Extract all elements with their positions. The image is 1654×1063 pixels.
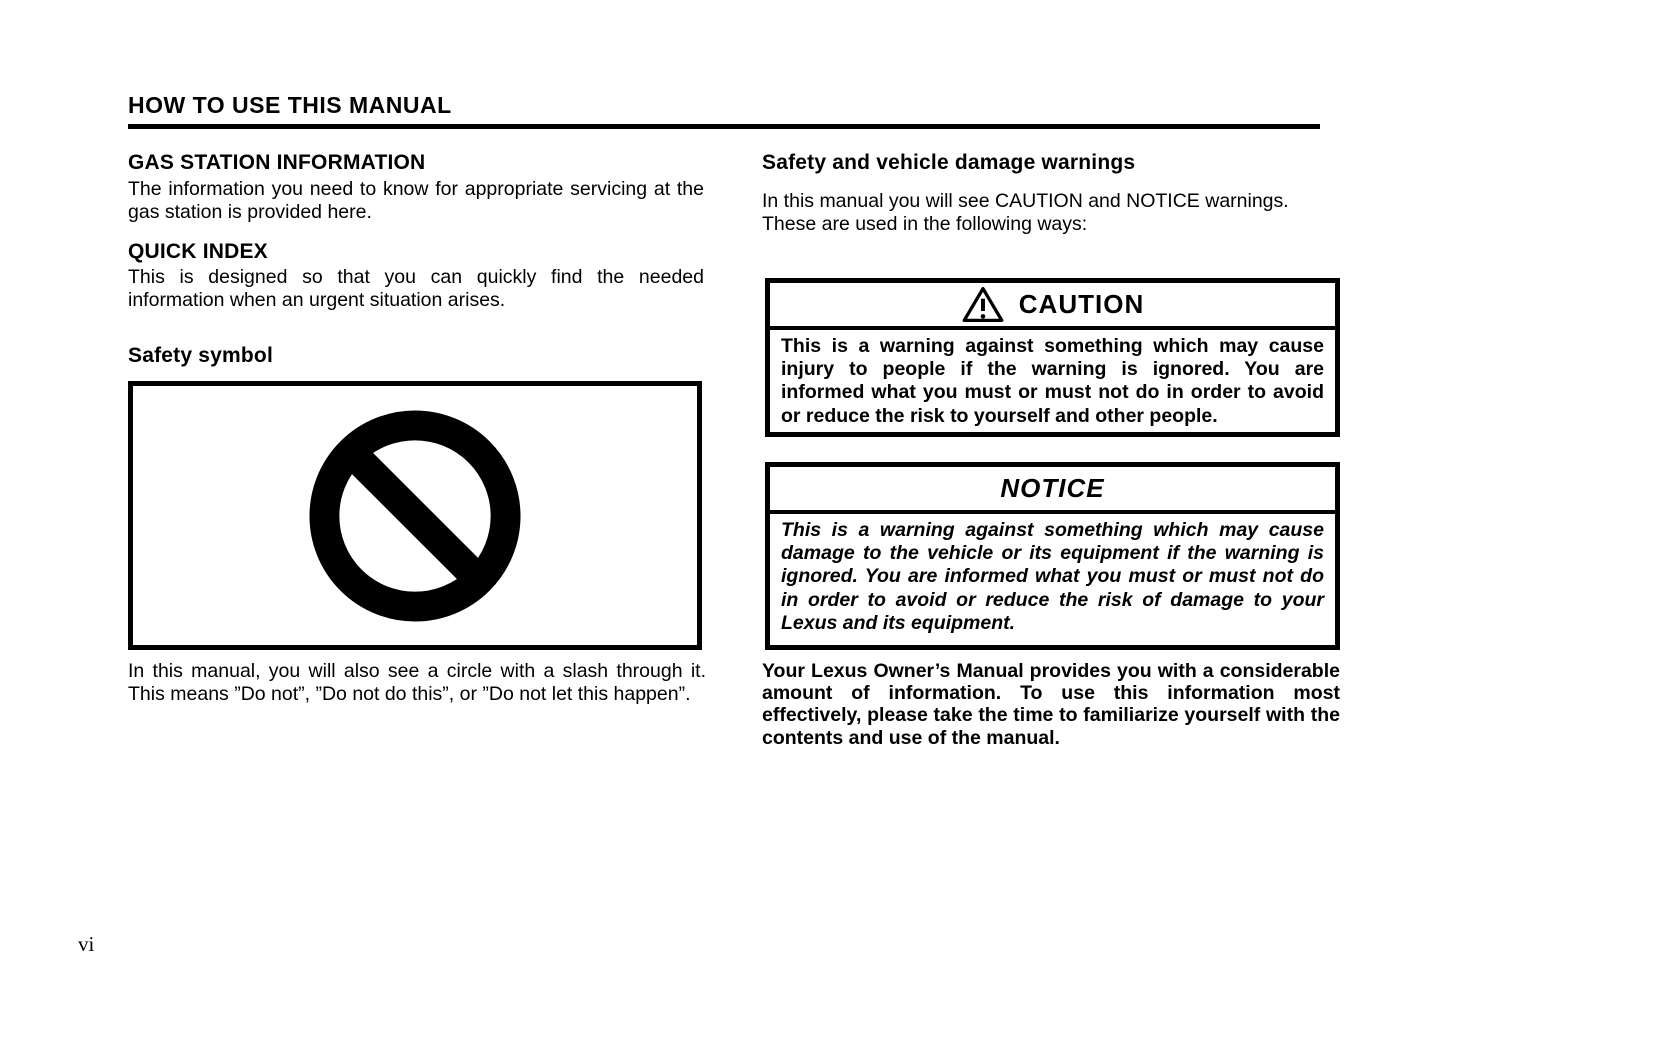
page-number: vi [78,932,95,956]
notice-box-title: NOTICE [1000,473,1105,503]
caution-box-body: This is a warning against something which may cause injury to people if the warning is ignored. You are informed what you must or must not do in order to avoid or reduce the risk to yourself and other people. [781,335,1324,427]
notice-box [765,462,1340,650]
gas-station-heading: GAS STATION INFORMATION [128,151,426,174]
notice-box-header [770,467,1335,514]
safety-symbol-figure [128,381,702,650]
safety-symbol-heading: Safety symbol [128,344,273,367]
prohibition-circle-slash-icon [309,410,521,622]
caution-box [765,278,1340,437]
quick-index-heading: QUICK INDEX [128,240,268,263]
closing-paragraph: Your Lexus Owner’s Manual provides you with a considerable amount of information. To use this information most effectively, please take the time to familiarize yourself with the contents and use of the manual. [762,660,1340,749]
gas-station-body: The information you need to know for appropriate servicing at the gas station is provided here. [128,178,704,224]
warning-triangle-icon [961,285,1005,324]
quick-index-body: This is designed so that you can quickly find the needed information when an urgent situation arises. [128,266,704,312]
page-title: HOW TO USE THIS MANUAL [128,92,452,118]
safety-symbol-caption: In this manual, you will also see a circle with a slash through it. This means ”Do not”, ”Do not do this”, or ”Do not let this happen”. [128,660,706,706]
title-divider-rule [128,124,1320,129]
notice-box-body: This is a warning against something which may cause damage to the vehicle or its equipment if the warning is ignored. You are informed what you must or must not do in order to avoid or reduce the risk of damage to your Lexus and its equipment. [781,519,1324,634]
warnings-heading: Safety and vehicle damage warnings [762,151,1136,174]
caution-box-title: CAUTION [1018,289,1145,319]
caution-box-header [770,283,1335,330]
warnings-intro: In this manual you will see CAUTION and NOTICE warnings. These are used in the following ways: [762,190,1289,236]
